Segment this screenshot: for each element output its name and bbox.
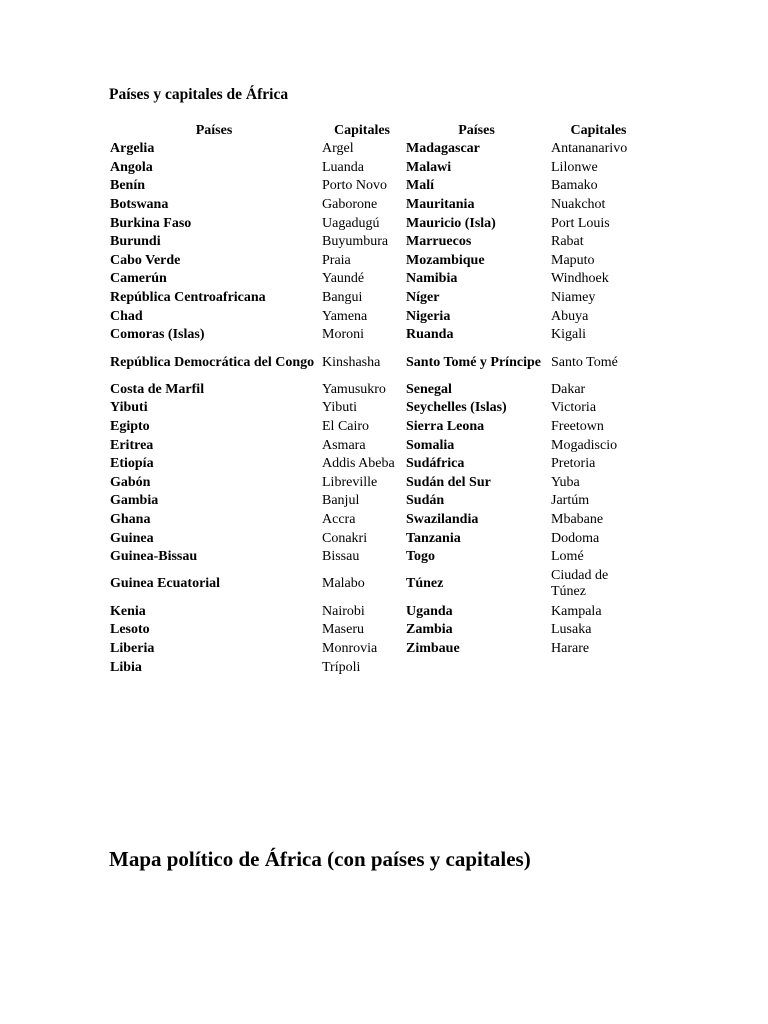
country-name: Lesoto — [110, 622, 150, 638]
country-name: Burundi — [110, 234, 161, 250]
country-name: Mauricio (Isla) — [406, 215, 496, 231]
capital-name: Praia — [322, 252, 351, 268]
table-row — [108, 548, 648, 567]
country-name: Malí — [406, 178, 434, 194]
capital-name: El Cairo — [322, 419, 370, 435]
capital-name: Dakar — [551, 381, 586, 397]
country-name: Ghana — [110, 511, 151, 527]
country-name: Sudán del Sur — [406, 474, 491, 490]
country-name: Costa de Marfil — [110, 381, 205, 397]
capital-name: Niamey — [551, 290, 596, 306]
country-name: Argelia — [110, 141, 155, 157]
table-row — [108, 436, 648, 455]
capital-name: Kampala — [551, 603, 602, 619]
country-name: Zimbaue — [406, 640, 460, 656]
table-row — [108, 381, 648, 400]
table-row — [108, 529, 648, 548]
capital-name: Lomé — [551, 549, 584, 565]
country-name: Gambia — [110, 493, 159, 509]
capital-name: Banjul — [322, 493, 360, 509]
country-name: Angola — [110, 159, 153, 175]
capital-name: Trípoli — [322, 659, 361, 675]
capital-name: Lusaka — [551, 622, 592, 638]
country-name: República Democrática del Congo — [110, 354, 315, 370]
table-row — [108, 307, 648, 326]
capital-name: Rabat — [551, 234, 584, 250]
capital-name: Buyumbura — [322, 234, 389, 250]
table-row — [108, 326, 648, 345]
capital-name: Abuya — [551, 308, 589, 324]
table-row — [108, 474, 648, 493]
capital-name: Santo Tomé — [551, 354, 618, 370]
capital-name: Port Louis — [551, 215, 610, 231]
country-name: Liberia — [110, 640, 155, 656]
country-name: Guinea — [110, 530, 154, 546]
country-name: Malawi — [406, 159, 452, 175]
country-name: Egipto — [110, 419, 150, 435]
capital-name: Kigali — [551, 327, 586, 343]
table-row — [108, 511, 648, 530]
country-name: Chad — [110, 308, 143, 324]
table-row — [108, 455, 648, 474]
table-row — [108, 640, 648, 659]
capital-name: Asmara — [322, 437, 366, 453]
capital-name: Mogadiscio — [551, 437, 618, 453]
table-row — [108, 399, 648, 418]
country-name: Mauritania — [406, 197, 475, 213]
header-paises-2: Países — [458, 123, 495, 138]
capital-name: Monrovia — [322, 640, 378, 656]
countries-table — [108, 122, 648, 677]
country-name: Botswana — [110, 197, 169, 213]
capital-name: Yamusukro — [322, 381, 386, 397]
capital-name: Yamena — [322, 308, 368, 324]
capital-name: Luanda — [322, 159, 364, 175]
country-name: Comoras (Islas) — [110, 327, 205, 343]
country-name: Senegal — [406, 381, 452, 397]
country-name: Tanzania — [406, 530, 461, 546]
capital-name: Yaundé — [322, 271, 365, 287]
country-name: Marruecos — [406, 234, 472, 250]
capital-name: Windhoek — [551, 271, 609, 287]
capital-name: Maputo — [551, 252, 595, 268]
capital-name: Porto Novo — [322, 178, 387, 194]
country-name: Gabón — [110, 474, 151, 490]
table-row — [108, 345, 648, 381]
capital-name: Victoria — [551, 400, 597, 416]
capital-name: Lilonwe — [551, 159, 598, 175]
capital-name: Nuakchot — [551, 197, 606, 213]
capital-name — [549, 658, 648, 677]
capital-name: Pretoria — [551, 456, 596, 472]
country-name: Santo Tomé y Príncipe — [406, 354, 541, 370]
table-row — [108, 621, 648, 640]
capital-name: Ciudad de Túnez — [551, 568, 609, 600]
capital-name: Yibuti — [322, 400, 358, 416]
capital-name: Jartúm — [551, 493, 590, 509]
table-row — [108, 492, 648, 511]
capital-name: Bissau — [322, 549, 360, 565]
country-name: Guinea-Bissau — [110, 549, 198, 565]
capital-name: Accra — [322, 511, 356, 527]
capital-name: Uagadugú — [322, 215, 380, 231]
capital-name: Conakri — [322, 530, 368, 546]
capital-name: Addis Abeba — [322, 456, 395, 472]
country-name: Zambia — [406, 622, 453, 638]
capital-name: Argel — [322, 141, 354, 157]
country-name: Burkina Faso — [110, 215, 192, 231]
country-name: Togo — [406, 549, 436, 565]
country-name: Uganda — [406, 603, 453, 619]
country-name: Madagascar — [406, 141, 480, 157]
country-name: Mozambique — [406, 252, 485, 268]
capital-name: Antananarivo — [551, 141, 628, 157]
table-row — [108, 196, 648, 215]
capital-name: Freetown — [551, 419, 604, 435]
header-paises-1: Países — [195, 123, 233, 138]
country-name: Swazilandia — [406, 511, 479, 527]
country-name: Benín — [110, 178, 146, 194]
table-row — [108, 418, 648, 437]
header-capitales-2: Capitales — [570, 123, 627, 138]
capital-name: Nairobi — [322, 603, 365, 619]
country-name: Libia — [110, 659, 142, 675]
table-row — [108, 233, 648, 252]
country-name: Sudán — [406, 493, 445, 509]
country-name: Guinea Ecuatorial — [110, 576, 221, 592]
country-name: Kenia — [110, 603, 146, 619]
capital-name: Harare — [551, 640, 590, 656]
country-name: Cabo Verde — [110, 252, 181, 268]
table-row — [108, 602, 648, 621]
capital-name: Moroni — [322, 327, 364, 343]
header-capitales-1: Capitales — [334, 123, 390, 138]
capital-name: Gaborone — [322, 197, 378, 213]
capital-name: Mbabane — [551, 511, 604, 527]
capital-name: Maseru — [322, 622, 364, 638]
capital-name: Kinshasha — [322, 354, 381, 370]
country-name: Túnez — [406, 576, 444, 592]
country-name: Nigeria — [406, 308, 451, 324]
table-row — [108, 140, 648, 159]
country-name: Eritrea — [110, 437, 154, 453]
country-name: Camerún — [110, 271, 167, 287]
capital-name: Libreville — [322, 474, 378, 490]
country-name: Ruanda — [406, 327, 454, 343]
table-row — [108, 177, 648, 196]
table-row — [108, 289, 648, 308]
capital-name: Bamako — [551, 178, 598, 194]
table-row — [108, 566, 648, 602]
page-title: Países y capitales de África — [109, 86, 289, 103]
table-row — [108, 159, 648, 178]
section-title: Mapa político de África (con países y capitales) — [109, 847, 531, 871]
capital-name: Yuba — [551, 474, 580, 490]
table-row — [108, 214, 648, 233]
table-row — [108, 252, 648, 271]
capital-name: Dodoma — [551, 530, 600, 546]
table-row — [108, 270, 648, 289]
country-name: Etiopía — [110, 456, 154, 472]
country-name: República Centroafricana — [110, 290, 266, 306]
country-name: Yibuti — [110, 400, 148, 416]
country-name: Sudáfrica — [406, 456, 465, 472]
country-name: Níger — [406, 290, 440, 306]
country-name: Seychelles (Islas) — [406, 400, 507, 416]
country-name: Namibia — [406, 271, 458, 287]
country-name — [404, 658, 549, 677]
table-row — [108, 658, 648, 677]
country-name: Sierra Leona — [406, 419, 485, 435]
capital-name: Bangui — [322, 290, 363, 306]
capital-name: Malabo — [322, 576, 365, 592]
table-header-row — [108, 122, 648, 140]
country-name: Somalia — [406, 437, 455, 453]
